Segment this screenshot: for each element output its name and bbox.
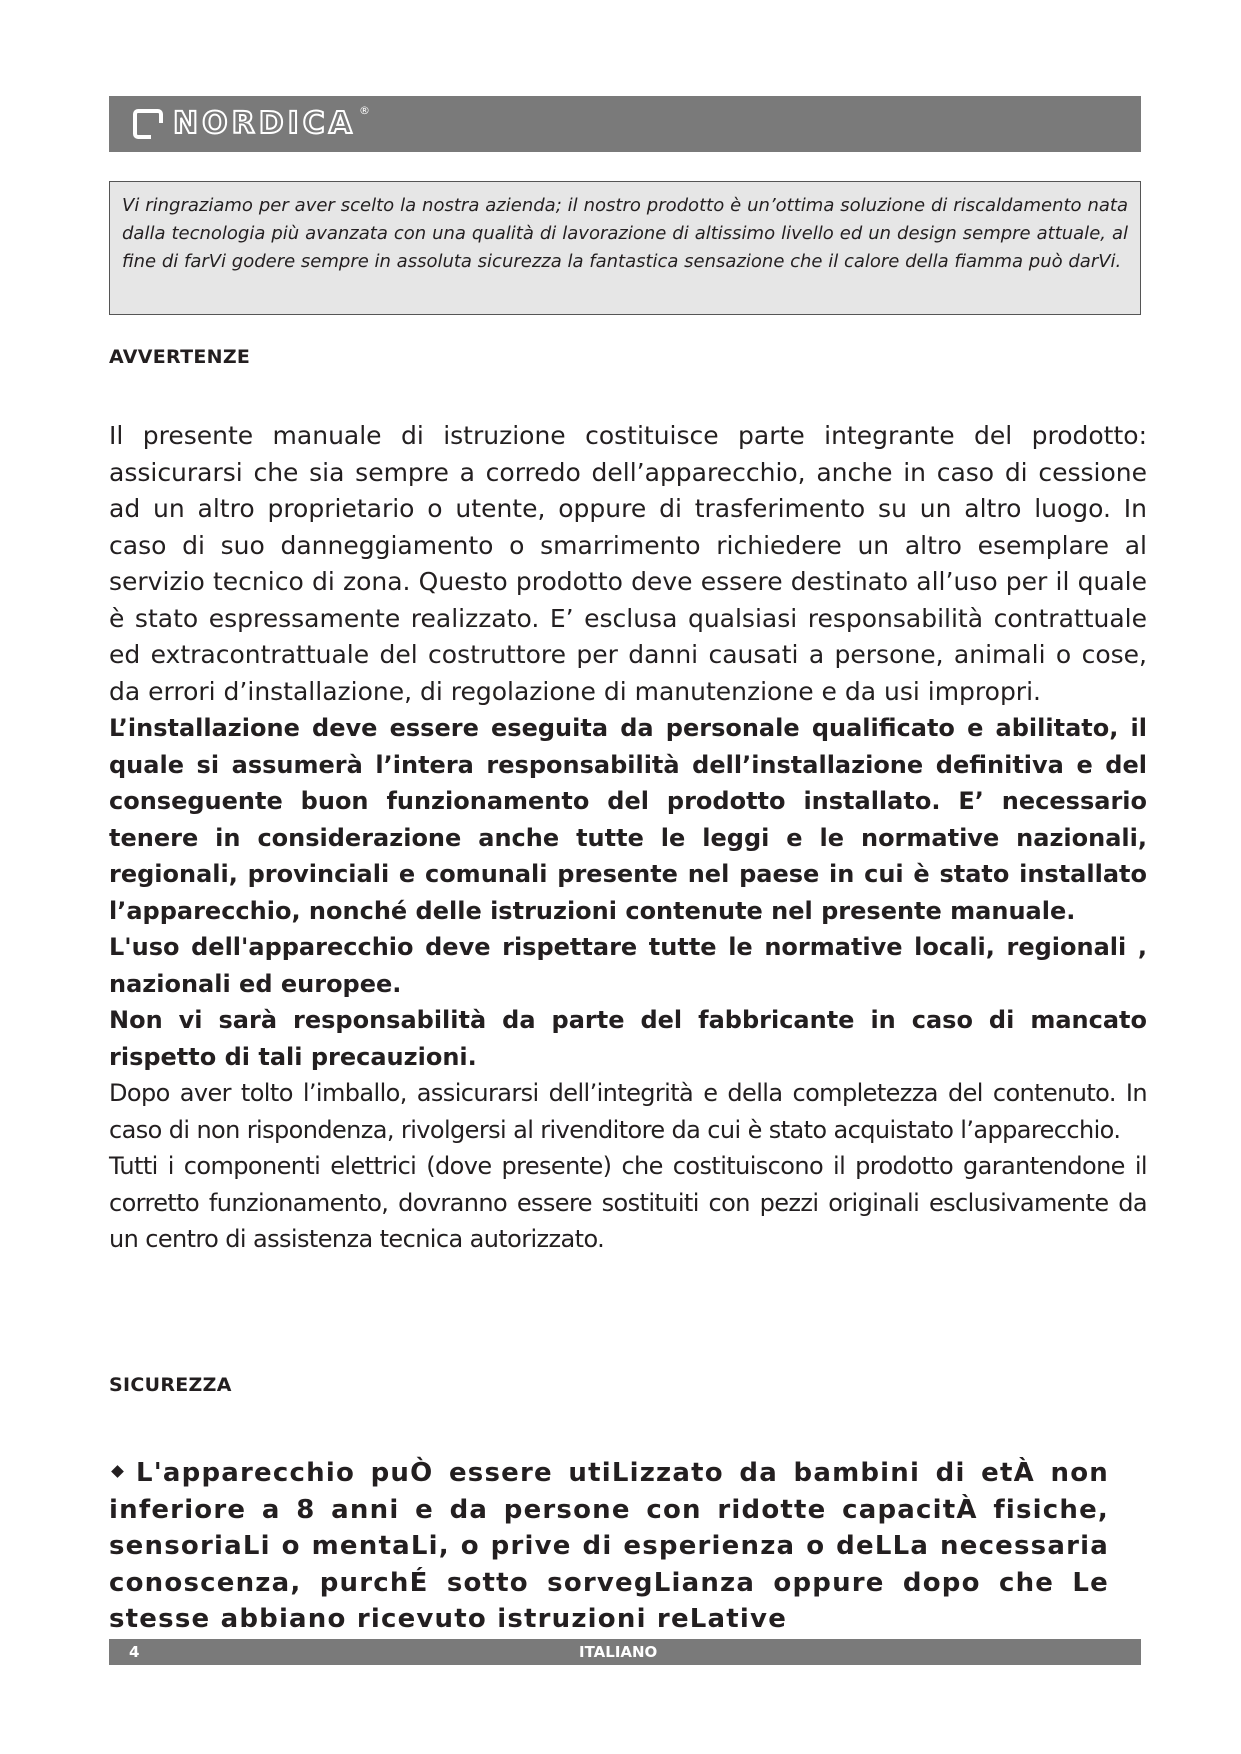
liability-warning: Non vi sarà responsabilità da parte del fabbricante in caso di mancato rispetto di tali precauzioni. bbox=[109, 1006, 1147, 1071]
safety-bullet-text: L'apparecchio puÒ essere utiLizzato da bambini di etÀ non inferiore a 8 anni e da persone con ridotte capacitÀ fisiche, sensoriaLi o mentaLi, o prive di esperienza o deLLa necessaria conoscenza, purchÉ sotto sorvegLianza oppure dopo che Le stesse abbiano ricevuto istruzioni reLative bbox=[109, 1458, 1109, 1634]
safety-heading: SICUREZZA bbox=[109, 1374, 232, 1396]
warnings-paragraph: Il presente manuale di istruzione costituisce parte integrante del prodotto: assicurarsi che sia sempre a corredo dell’apparecchio, anche in caso di cessione ad un altro proprietario o utente, oppure di trasferimento su un altro luogo. In caso di suo danneggiamento o smarrimento richiedere un altro esemplare al servizio tecnico di zona. Questo prodotto deve essere destinato all’uso per il quale è stato espressamente realizzato. E’ esclusa qualsiasi responsabilità contrattuale ed extracontrattuale del costruttore per danni causati a persone, animali o cose, da errori d’installazione, di regolazione di manutenzione e da usi impropri. bbox=[109, 421, 1147, 706]
electrical-paragraph: Tutti i componenti elettrici (dove presente) che costituiscono il prodotto garantendone il corretto funzionamento, dovranno essere sostituiti con pezzi originali esclusivamente da un centro di assistenza tecnica autorizzato. bbox=[109, 1152, 1147, 1253]
unpacking-paragraph: Dopo aver tolto l’imballo, assicurarsi dell’integrità e della completezza del contenuto. In caso di non rispondenza, rivolgersi al rivenditore da cui è stato acquistato l’apparecchio. bbox=[109, 1079, 1147, 1144]
intro-box bbox=[109, 181, 1141, 315]
footer-bar bbox=[109, 1639, 1141, 1665]
brand-logo bbox=[133, 100, 370, 148]
registered-mark: ® bbox=[359, 104, 371, 117]
safety-bullet bbox=[109, 1455, 1109, 1638]
diamond-bullet-icon bbox=[111, 1465, 124, 1478]
installation-warning: L’installazione deve essere eseguita da personale qualificato e abilitato, il quale si assumerà l’intera responsabilità dell’installazione definitiva e del conseguente buon funzionamento del prodotto installato. E’ necessario tenere in considerazione anche tutte le leggi e le normative nazionali, regionali, provinciali e comunali presente nel paese in cui è stato installato l’apparecchio, nonché delle istruzioni contenute nel presente manuale. bbox=[109, 714, 1147, 925]
warnings-heading: AVVERTENZE bbox=[109, 346, 251, 368]
warnings-body bbox=[109, 418, 1147, 1258]
regulations-warning: L'uso dell'apparecchio deve rispettare tutte le normative locali, regionali , nazionali ed europee. bbox=[109, 933, 1147, 998]
logo-mark-icon bbox=[133, 109, 163, 139]
brand-name: NORDICA bbox=[173, 106, 357, 141]
intro-text: Vi ringraziamo per aver scelto la nostra azienda; il nostro prodotto è un’ottima soluzione di riscaldamento nata dalla tecnologia più avanzata con una qualità di lavorazione di altissimo livello ed un design sempre attuale, al fine di farVi godere sempre in assoluta sicurezza la fantastica sensazione che il calore della fiamma può darVi. bbox=[122, 195, 1128, 272]
page-number: 4 bbox=[129, 1643, 140, 1661]
language-label: ITALIANO bbox=[579, 1643, 658, 1661]
